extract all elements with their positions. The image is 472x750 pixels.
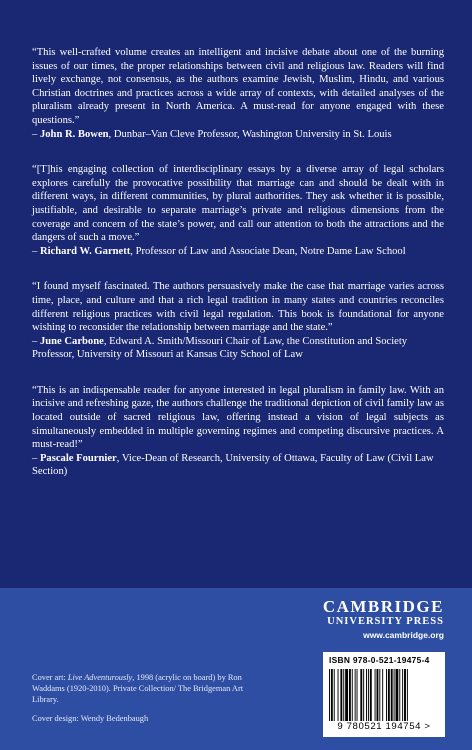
endorser-name: Pascale Fournier <box>39 452 117 464</box>
isbn-label: ISBN 978-0-521-19475-4 <box>329 655 430 665</box>
endorser-affiliation: , Dunbar–Van Cleve Professor, Washington University in St. Louis <box>108 128 392 140</box>
endorser-name: Richard W. Garnett <box>39 245 131 257</box>
endorser-name: June Carbone <box>39 335 104 347</box>
endorsement-4: “This is an indispensable reader for anyone interested in legal pluralism in family law. With an incisive and refreshing gaze, the authors challenge the traditional depiction of civil family law as located outside of sacred religious law, offering instead a vision of legal subjects as simultaneously embedded in multiple governing regimes and competing discursive practices. A must-read!” – Pascale Fournier, Vice-Dean of Research, University of Ottawa, Faculty of Law (Civil Law Section) <box>32 384 444 478</box>
endorser-name: John R. Bowen <box>39 128 109 140</box>
barcode-icon <box>329 669 439 721</box>
endorser-affiliation: , Professor of Law and Associate Dean, Notre Dame Law School <box>130 245 406 257</box>
publisher-url: www.cambridge.org <box>363 630 444 640</box>
endorsement-text: “I found myself fascinated. The authors persuasively make the case that marriage varies across time, place, and culture and that a rich legal tradition in many states and countries reconciles different religious practices with civil legal regulation. This book is foundational for anyone wishing to reconsider the relationship between marriage and the state.” <box>32 281 444 334</box>
cover-design-credit: Cover design: Wendy Bedenbaugh <box>32 714 149 723</box>
artwork-title: Live Adventurously <box>67 673 133 682</box>
endorsement-text: “This well-crafted volume creates an intelligent and incisive debate about one of the burning issues of our times, the proper relationships between civil and religious law. Readers will find lively exchange, not consensus, as the authors examine Jewish, Muslim, Hindu, and various Christian doctrines and practices across a wide array of contexts, with detailed analyses of the pluralism already present in North America. A must-read for anyone engaged with these questions.” <box>32 47 444 126</box>
endorsement-1: “This well-crafted volume creates an intelligent and incisive debate about one of the burning issues of our times, the proper relationships between civil and religious law. Readers will find lively exchange, not consensus, as the authors examine Jewish, Muslim, Hindu, and various Christian doctrines and practices across a wide array of contexts, with detailed analyses of the pluralism already present in North America. A must-read for anyone engaged with these questions.” – John R. Bowen, Dunbar–Van Cleve Professor, Washington University in St. Louis <box>32 47 444 140</box>
endorser-affiliation: , Vice-Dean of Research, University of Ottawa, Faculty of Law (Civil Law Section) <box>32 452 434 478</box>
endorsements <box>32 46 444 501</box>
publisher-logo <box>323 598 444 640</box>
cover-art-credit: Cover art: Live Adventurously, 1998 (acrylic on board) by Ron Waddams (1920-2010). Private Collection/ The Bridgeman Art Library. <box>32 673 244 704</box>
barcode-digits: 9 780521 194754 > <box>337 721 431 732</box>
cover-credits <box>32 672 252 724</box>
publisher-name: CAMBRIDGE <box>322 597 444 616</box>
endorsement-2: “[T]his engaging collection of interdisciplinary essays by a diverse array of legal scholars explores carefully the provocative possibility that marriage can and should be dealt with in different ways, in different communities, by plural authorities. They ask whether it is possible, justifiable, and desirable to separate marriage’s private and religious dimensions from the coverage and concern of the state’s power, and call our attention to both the attractions and the dangers of such a move.” – Richard W. Garnett, Professor of Law and Associate Dean, Notre Dame Law School <box>32 164 444 257</box>
endorsement-text: “[T]his engaging collection of interdisciplinary essays by a diverse array of legal scholars explores carefully the provocative possibility that marriage can and should be dealt with in different ways, in different communities, by plural authorities. They ask whether it is possible, justifiable, and desirable to separate marriage’s private and religious dimensions from the coverage and concern of the state’s power, and call our attention to both the attractions and the dangers of such a move.” <box>32 164 444 244</box>
endorser-affiliation: , Edward A. Smith/Missouri Chair of Law, the Constitution and Society Professor, University of Missouri at Kansas City School of Law <box>32 335 408 361</box>
barcode-panel <box>323 652 445 737</box>
endorsement-text: “This is an indispensable reader for anyone interested in legal pluralism in family law. With an incisive and refreshing gaze, the authors challenge the traditional depiction of civil family law as located outside of sacred religious law, offering instead a vision of legal subjects as simultaneously embedded in multiple governing regimes and competing discursive practices. A must-read!” <box>32 384 444 451</box>
endorsement-3: “I found myself fascinated. The authors persuasively make the case that marriage varies across time, place, and culture and that a rich legal tradition in many states and countries reconciles different religious practices with civil legal regulation. This book is foundational for anyone wishing to reconsider the relationship between marriage and the state.” – June Carbone, Edward A. Smith/Missouri Chair of Law, the Constitution and Society Professor, University of Missouri at Kansas City School of Law <box>32 281 444 361</box>
publisher-subname: UNIVERSITY PRESS <box>327 616 444 627</box>
